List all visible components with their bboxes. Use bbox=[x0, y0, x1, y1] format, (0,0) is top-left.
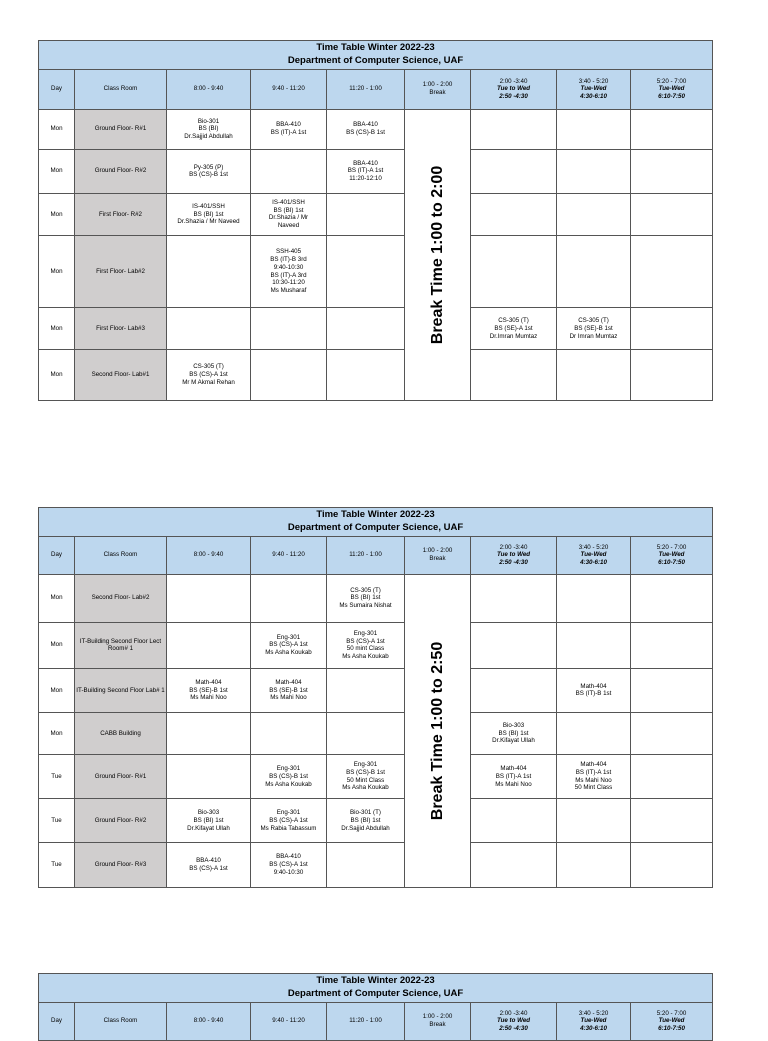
slot-cell-c5 bbox=[557, 308, 631, 350]
header-t3: 11:20 - 1:00 bbox=[327, 69, 405, 109]
break-label: Break Time 1:00 to 2:50 bbox=[428, 641, 446, 820]
slot-line: BS (BI) bbox=[198, 125, 219, 133]
slot-line: 9:40-10:30 bbox=[273, 263, 304, 271]
slot-cell-c3 bbox=[327, 843, 405, 887]
header-t6: 5:20 - 7:00 Tue-Wed 6:10-7:50 bbox=[631, 69, 713, 109]
slot-cell-c3 bbox=[327, 713, 405, 755]
slot-line: BS (IT)-A 1st bbox=[347, 167, 384, 175]
timetable-2 bbox=[38, 507, 713, 888]
slot-cell-c3 bbox=[327, 755, 405, 799]
slot-cell-c3 bbox=[327, 799, 405, 843]
slot-line: BS (IT)-A 1st bbox=[495, 772, 532, 780]
slot-line: Bio-301 (T) bbox=[350, 809, 381, 817]
slot-cell-c6 bbox=[631, 668, 713, 712]
title: Time Table Winter 2022-23 bbox=[316, 509, 435, 520]
slot-cell-c1 bbox=[167, 622, 251, 668]
slot-line: Bio-303 bbox=[197, 809, 220, 817]
slot-line: Ms Mahi Noo bbox=[190, 694, 227, 702]
slot-cell-c4 bbox=[471, 668, 557, 712]
slot-cell-c1 bbox=[167, 109, 251, 149]
slot-line: BS (CS)-A 1st bbox=[346, 637, 385, 645]
slot-cell-c3 bbox=[327, 109, 405, 149]
table-row bbox=[39, 236, 713, 308]
day-cell: Mon bbox=[39, 574, 75, 622]
slot-line: IS-401/SSH bbox=[192, 202, 225, 210]
slot-cell-c6 bbox=[631, 799, 713, 843]
slot-line: Ms Asha Koukab bbox=[342, 784, 389, 792]
slot-line: Math-404 bbox=[275, 678, 302, 686]
slot-line: Dr.Imran Mumtaz bbox=[489, 332, 538, 340]
slot-line: BS (BI) 1st bbox=[350, 817, 381, 824]
room-cell: First Floor- Lab#2 bbox=[75, 236, 167, 308]
header-t6: 5:20 - 7:00 Tue-Wed 6:10-7:50 bbox=[631, 536, 713, 574]
slot-cell-c6 bbox=[631, 109, 713, 149]
header-t1: 8:00 - 9:40 bbox=[167, 1002, 251, 1040]
day-cell: Mon bbox=[39, 236, 75, 308]
slot-line: CS-305 (T) bbox=[350, 586, 381, 594]
table-row bbox=[39, 755, 713, 799]
slot-cell-c5 bbox=[557, 799, 631, 843]
slot-cell-c4 bbox=[471, 149, 557, 193]
slot-line: BS (BI) 1st bbox=[193, 210, 224, 218]
slot-cell-c4 bbox=[471, 193, 557, 235]
timetable-page-1 bbox=[38, 40, 712, 401]
slot-line: Ms Rabia Tabassum bbox=[260, 824, 317, 832]
room-cell: Ground Floor- R#3 bbox=[75, 843, 167, 887]
slot-cell-c1 bbox=[167, 350, 251, 400]
slot-cell-c5 bbox=[557, 574, 631, 622]
slot-line: BS (CS)-A 1st bbox=[189, 371, 228, 379]
slot-cell-c2 bbox=[251, 799, 327, 843]
day-cell: Mon bbox=[39, 668, 75, 712]
slot-line: BS (SE)-B 1st bbox=[189, 686, 228, 694]
slot-cell-c5 bbox=[557, 668, 631, 712]
title: Time Table Winter 2022-23 bbox=[316, 975, 435, 986]
slot-cell-c1 bbox=[167, 713, 251, 755]
slot-line: BS (BI) 1st bbox=[273, 206, 304, 214]
slot-cell-c4 bbox=[471, 350, 557, 400]
timetable-1 bbox=[38, 40, 713, 401]
slot-line: Dr.Shazia / Mr Naveed bbox=[177, 218, 240, 226]
slot-cell-c2 bbox=[251, 713, 327, 755]
slot-cell-c2 bbox=[251, 236, 327, 308]
header-t2: 9:40 - 11:20 bbox=[251, 1002, 327, 1040]
slot-line: Dr Imran Mumtaz bbox=[569, 332, 618, 340]
slot-line: SSH-405 bbox=[275, 248, 302, 256]
header-day: Day bbox=[39, 536, 75, 574]
slot-line: BBA-410 bbox=[276, 853, 301, 861]
table-row bbox=[39, 574, 713, 622]
header-t5: 3:40 - 5:20 Tue-Wed 4:30-6:10 bbox=[557, 69, 631, 109]
slot-cell-c3 bbox=[327, 149, 405, 193]
slot-cell-c1 bbox=[167, 799, 251, 843]
slot-cell-c1 bbox=[167, 236, 251, 308]
slot-cell-c5 bbox=[557, 755, 631, 799]
header-row bbox=[39, 1002, 713, 1040]
slot-cell-c6 bbox=[631, 755, 713, 799]
slot-line: Dr.Shazia / Mr bbox=[268, 214, 309, 222]
slot-line: BS (SE)-B 1st bbox=[574, 324, 613, 332]
slot-line: Ms Asha Koukab bbox=[265, 649, 312, 657]
room-cell: CABB Building bbox=[75, 713, 167, 755]
slot-cell-c2 bbox=[251, 843, 327, 887]
slot-cell-c6 bbox=[631, 350, 713, 400]
slot-cell-c3 bbox=[327, 668, 405, 712]
slot-cell-c2 bbox=[251, 193, 327, 235]
slot-cell-c4 bbox=[471, 755, 557, 799]
room-cell: First Floor- R#2 bbox=[75, 193, 167, 235]
slot-line: CS-305 (T) bbox=[578, 317, 609, 325]
slot-line: Py-305 (P) bbox=[193, 163, 224, 171]
slot-cell-c2 bbox=[251, 574, 327, 622]
slot-line: Bio-303 bbox=[502, 721, 525, 729]
slot-line: Math-404 bbox=[580, 761, 607, 769]
header-t4: 2:00 -3:40 Tue to Wed 2:50 -4:30 bbox=[471, 536, 557, 574]
table-row bbox=[39, 622, 713, 668]
table-row bbox=[39, 149, 713, 193]
header-room: Class Room bbox=[75, 69, 167, 109]
break-cell bbox=[405, 109, 471, 400]
department: Department of Computer Science, UAF bbox=[287, 54, 464, 66]
room-cell: IT-Building Second Floor Lect Room# 1 bbox=[75, 622, 167, 668]
slot-line: Math-404 bbox=[195, 678, 222, 686]
table-row bbox=[39, 109, 713, 149]
slot-cell-c1 bbox=[167, 668, 251, 712]
slot-cell-c6 bbox=[631, 149, 713, 193]
slot-cell-c4 bbox=[471, 574, 557, 622]
day-cell: Mon bbox=[39, 193, 75, 235]
header-day: Day bbox=[39, 1002, 75, 1040]
timetable-page-3 bbox=[38, 973, 712, 1041]
slot-line: BBA-410 bbox=[276, 121, 301, 129]
slot-cell-c2 bbox=[251, 109, 327, 149]
day-cell: Tue bbox=[39, 755, 75, 799]
day-cell: Mon bbox=[39, 350, 75, 400]
slot-cell-c4 bbox=[471, 713, 557, 755]
slot-cell-c1 bbox=[167, 574, 251, 622]
header-room: Class Room bbox=[75, 536, 167, 574]
slot-cell-c2 bbox=[251, 755, 327, 799]
table-row bbox=[39, 799, 713, 843]
slot-line: Ms Musharaf bbox=[270, 287, 307, 295]
slot-cell-c4 bbox=[471, 109, 557, 149]
header-t1: 8:00 - 9:40 bbox=[167, 69, 251, 109]
slot-cell-c4 bbox=[471, 799, 557, 843]
slot-line: Ms Asha Koukab bbox=[342, 653, 389, 661]
slot-line: BS (CS)-A 1st bbox=[269, 641, 308, 649]
slot-line: BS (CS)-B 1st bbox=[189, 171, 228, 179]
slot-line: Eng-301 bbox=[276, 633, 301, 641]
slot-line: CS-305 (T) bbox=[498, 317, 529, 325]
slot-cell-c3 bbox=[327, 350, 405, 400]
slot-cell-c4 bbox=[471, 843, 557, 887]
slot-cell-c3 bbox=[327, 308, 405, 350]
slot-line: Eng-301 bbox=[353, 629, 378, 637]
slot-cell-c6 bbox=[631, 713, 713, 755]
table-row bbox=[39, 668, 713, 712]
slot-cell-c2 bbox=[251, 668, 327, 712]
slot-line: BS (BI) 1st bbox=[350, 594, 381, 602]
day-cell: Mon bbox=[39, 622, 75, 668]
table-row bbox=[39, 843, 713, 887]
slot-cell-c2 bbox=[251, 149, 327, 193]
room-cell: Ground Floor- R#2 bbox=[75, 149, 167, 193]
slot-cell-c5 bbox=[557, 622, 631, 668]
slot-line: Ms Mahi Noo bbox=[270, 694, 307, 702]
timetable-3 bbox=[38, 973, 713, 1041]
slot-line: Ms Mahi Noo bbox=[575, 776, 612, 784]
slot-line: Naveed bbox=[277, 222, 300, 230]
slot-line: BS (IT)-A 3rd bbox=[270, 271, 307, 279]
slot-line: Ms Mahi Noo bbox=[495, 780, 532, 788]
slot-line: 50 mint Class bbox=[346, 645, 385, 653]
slot-line: Eng-301 bbox=[276, 809, 301, 817]
table-row bbox=[39, 193, 713, 235]
slot-cell-c5 bbox=[557, 149, 631, 193]
room-cell: Second Floor- Lab#1 bbox=[75, 350, 167, 400]
slot-line: Ms Sumaira Nishat bbox=[339, 602, 392, 610]
slot-line: BS (IT)-B 3rd bbox=[270, 256, 307, 264]
department: Department of Computer Science, UAF bbox=[287, 521, 464, 533]
header-t3: 11:20 - 1:00 bbox=[327, 536, 405, 574]
slot-line: BS (CS)-B 1st bbox=[346, 768, 385, 776]
room-cell: Ground Floor- R#2 bbox=[75, 799, 167, 843]
header-break: 1:00 - 2:00 Break bbox=[405, 69, 471, 109]
break-label: Break Time 1:00 to 2:00 bbox=[428, 165, 446, 344]
header-t4: 2:00 -3:40 Tue to Wed 2:50 -4:30 bbox=[471, 1002, 557, 1040]
header-day: Day bbox=[39, 69, 75, 109]
slot-cell-c1 bbox=[167, 755, 251, 799]
slot-cell-c5 bbox=[557, 843, 631, 887]
slot-cell-c6 bbox=[631, 622, 713, 668]
header-row bbox=[39, 69, 713, 109]
slot-line: BBA-410 bbox=[353, 159, 378, 167]
day-cell: Mon bbox=[39, 109, 75, 149]
header-t4: 2:00 -3:40 Tue to Wed 2:50 -4:30 bbox=[471, 69, 557, 109]
slot-line: Ms Asha Koukab bbox=[265, 780, 312, 788]
slot-cell-c2 bbox=[251, 350, 327, 400]
slot-line: BBA-410 bbox=[353, 121, 378, 129]
header-t2: 9:40 - 11:20 bbox=[251, 69, 327, 109]
slot-line: CS-305 (T) bbox=[193, 363, 224, 371]
slot-cell-c1 bbox=[167, 843, 251, 887]
slot-cell-c5 bbox=[557, 109, 631, 149]
header-row bbox=[39, 536, 713, 574]
table-row bbox=[39, 713, 713, 755]
header-t3: 11:20 - 1:00 bbox=[327, 1002, 405, 1040]
break-cell bbox=[405, 574, 471, 887]
slot-cell-c6 bbox=[631, 308, 713, 350]
slot-cell-c4 bbox=[471, 622, 557, 668]
slot-line: Dr.Sajjid Abdullah bbox=[184, 133, 233, 141]
slot-cell-c2 bbox=[251, 308, 327, 350]
room-cell: First Floor- Lab#3 bbox=[75, 308, 167, 350]
slot-line: BS (CS)-A 1st bbox=[269, 817, 308, 824]
title: Time Table Winter 2022-23 bbox=[316, 42, 435, 53]
slot-cell-c6 bbox=[631, 574, 713, 622]
slot-cell-c6 bbox=[631, 843, 713, 887]
room-cell: Ground Floor- R#1 bbox=[75, 755, 167, 799]
slot-line: BS (BI) 1st bbox=[193, 817, 224, 824]
slot-line: Dr.Kifayat Ullah bbox=[492, 737, 535, 745]
header-break: 1:00 - 2:00 Break bbox=[405, 536, 471, 574]
department: Department of Computer Science, UAF bbox=[287, 987, 464, 999]
header-t5: 3:40 - 5:20 Tue-Wed 4:30-6:10 bbox=[557, 1002, 631, 1040]
room-cell: Second Floor- Lab#2 bbox=[75, 574, 167, 622]
title-block bbox=[39, 508, 713, 537]
day-cell: Mon bbox=[39, 308, 75, 350]
slot-cell-c4 bbox=[471, 308, 557, 350]
slot-line: Dr.Kifayat Ullah bbox=[187, 824, 230, 832]
slot-line: IS-401/SSH bbox=[272, 198, 305, 206]
header-t2: 9:40 - 11:20 bbox=[251, 536, 327, 574]
slot-line: BS (IT)-A 1st bbox=[270, 129, 307, 137]
slot-line: Math-404 bbox=[580, 682, 607, 690]
slot-cell-c1 bbox=[167, 308, 251, 350]
slot-cell-c1 bbox=[167, 149, 251, 193]
header-t1: 8:00 - 9:40 bbox=[167, 536, 251, 574]
slot-line: Mr M Akmal Rehan bbox=[182, 378, 235, 386]
timetable-page-2 bbox=[38, 507, 712, 888]
slot-line: Eng-301 bbox=[353, 761, 378, 769]
slot-line: BS (IT)-B 1st bbox=[575, 690, 612, 698]
slot-line: Eng-301 bbox=[276, 765, 301, 773]
slot-line: BS (CS)-A 1st bbox=[189, 865, 228, 873]
room-cell: Ground Floor- R#1 bbox=[75, 109, 167, 149]
slot-cell-c5 bbox=[557, 713, 631, 755]
title-block bbox=[39, 41, 713, 70]
slot-cell-c6 bbox=[631, 193, 713, 235]
slot-line: 50 Mint Class bbox=[574, 784, 613, 792]
slot-line: Bio-301 bbox=[197, 117, 220, 125]
slot-cell-c3 bbox=[327, 574, 405, 622]
slot-cell-c5 bbox=[557, 236, 631, 308]
slot-cell-c5 bbox=[557, 193, 631, 235]
table-row bbox=[39, 350, 713, 400]
slot-line: 11:20-12:10 bbox=[349, 175, 382, 183]
slot-line: 10:30-11:20 bbox=[272, 279, 305, 287]
header-t5: 3:40 - 5:20 Tue-Wed 4:30-6:10 bbox=[557, 536, 631, 574]
slot-line: 50 Mint Class bbox=[346, 776, 385, 784]
slot-line: 9:40-10:30 bbox=[273, 868, 304, 876]
slot-line: BS (CS)-B 1st bbox=[269, 772, 308, 780]
slot-line: BS (SE)-A 1st bbox=[494, 324, 533, 332]
day-cell: Mon bbox=[39, 713, 75, 755]
header-room: Class Room bbox=[75, 1002, 167, 1040]
slot-line: BS (SE)-B 1st bbox=[269, 686, 308, 694]
slot-line: BS (BI) 1st bbox=[498, 729, 529, 737]
room-cell: IT-Building Second Floor Lab# 1 bbox=[75, 668, 167, 712]
header-break: 1:00 - 2:00 Break bbox=[405, 1002, 471, 1040]
slot-cell-c1 bbox=[167, 193, 251, 235]
header-t6: 5:20 - 7:00 Tue-Wed 6:10-7:50 bbox=[631, 1002, 713, 1040]
table-row bbox=[39, 308, 713, 350]
slot-cell-c3 bbox=[327, 236, 405, 308]
title-block bbox=[39, 974, 713, 1003]
slot-line: BS (CS)-B 1st bbox=[346, 129, 385, 137]
slot-cell-c3 bbox=[327, 622, 405, 668]
slot-line: BS (CS)-A 1st bbox=[269, 861, 308, 869]
slot-cell-c2 bbox=[251, 622, 327, 668]
slot-line: BBA-410 bbox=[196, 857, 221, 865]
slot-cell-c5 bbox=[557, 350, 631, 400]
day-cell: Tue bbox=[39, 799, 75, 843]
slot-line: BS (IT)-A 1st bbox=[575, 768, 612, 776]
day-cell: Tue bbox=[39, 843, 75, 887]
slot-cell-c4 bbox=[471, 236, 557, 308]
day-cell: Mon bbox=[39, 149, 75, 193]
slot-cell-c3 bbox=[327, 193, 405, 235]
slot-line: Math-404 bbox=[500, 765, 527, 773]
slot-line: Dr.Sajjid Abdullah bbox=[341, 824, 390, 832]
slot-cell-c6 bbox=[631, 236, 713, 308]
